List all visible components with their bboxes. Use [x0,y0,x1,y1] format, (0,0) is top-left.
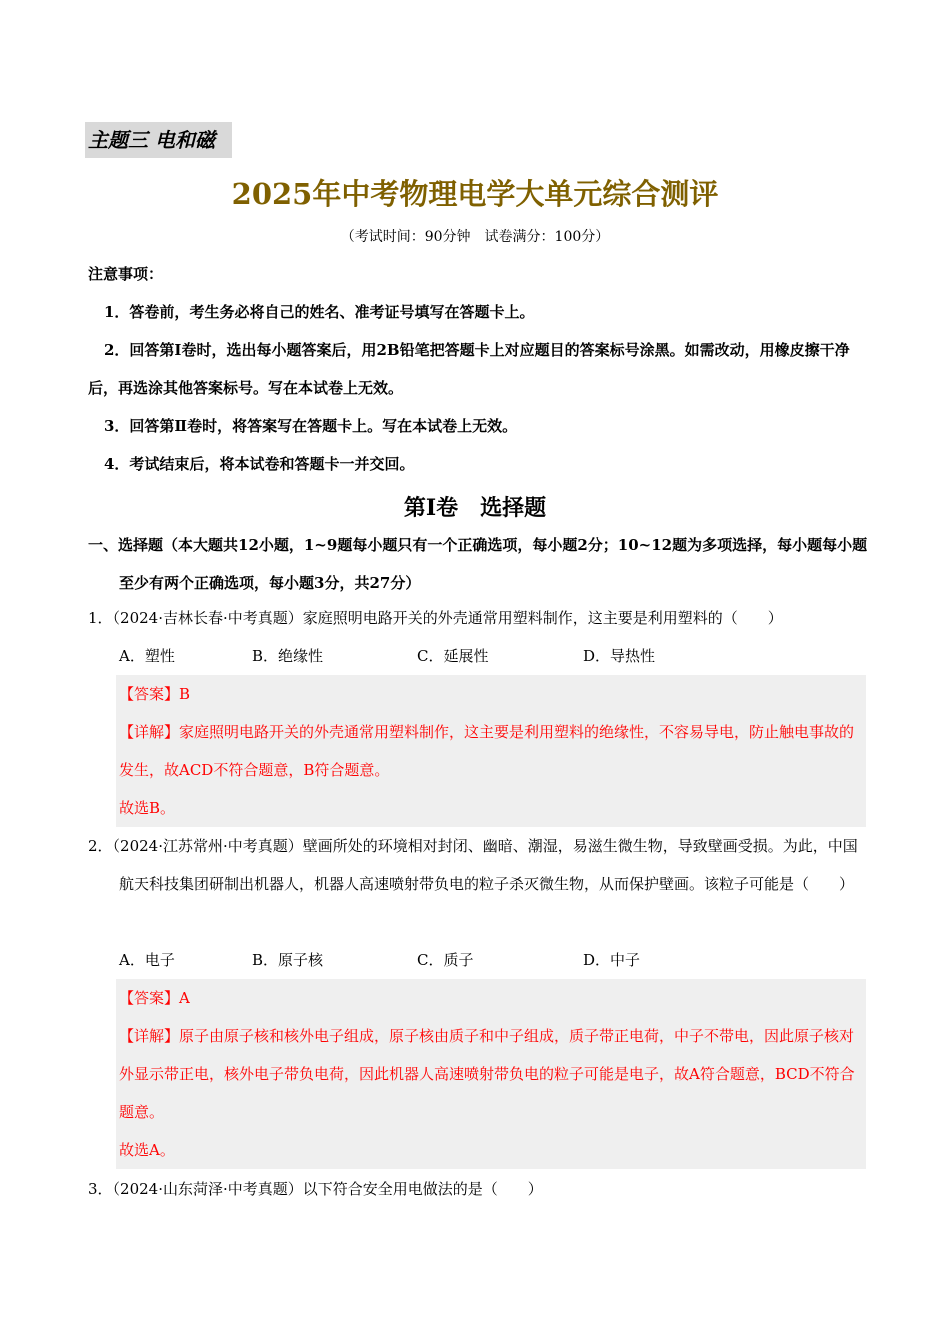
question-options [119,637,859,675]
question-stem: 1．（2024·吉林长春·中考真题）家庭照明电路开关的外壳通常用塑料制作，这主要是利用塑料的（ ） [88,609,783,627]
option-b: B．原子核 [252,951,324,969]
answer-box [116,979,866,1169]
answer-detail: 【详解】原子由原子核和核外电子组成，原子核由质子和中子组成，质子带正电荷，中子不带电，因此原子核对外显示带正电，核外电子带负电荷，因此机器人高速喷射带负电的粒子可能是电子，故A符合题意，BCD不符合题意。 [119,1027,855,1121]
section-intro: 一、选择题（本大题共12小题，1~9题每小题只有一个正确选项，每小题2分；10~12题为多项选择，每小题每小题至少有两个正确选项，每小题3分，共27分） [88,536,868,592]
note-item: 4．考试结束后，将本试卷和答题卡一并交回。 [104,455,415,473]
note-item: 1．答卷前，考生务必将自己的姓名、准考证号填写在答题卡上。 [104,303,535,321]
page-title: 2025年中考物理电学大单元综合测评 [231,177,719,211]
section-title: 第Ⅰ卷 选择题 [403,495,547,521]
note-item: 3．回答第Ⅱ卷时，将答案写在答题卡上。写在本试卷上无效。 [104,417,518,435]
option-a: A．塑性 [119,647,175,665]
exam-info: （考试时间：90分钟 试卷满分：100分） [340,229,610,245]
note-item: 2．回答第Ⅰ卷时，选出每小题答案后，用2B铅笔把答题卡上对应题目的答案标号涂黑。如需改动，用橡皮擦干净后，再选涂其他答案标号。写在本试卷上无效。 [88,341,850,397]
answer-conclusion: 故选B。 [119,799,176,817]
option-d: D．中子 [583,951,641,969]
answer-label: 【答案】B [119,685,191,703]
notes-title: 注意事项： [88,265,164,283]
option-c: C．延展性 [417,647,489,665]
question-options [119,941,859,979]
topic-label: 主题三 电和磁 [85,122,232,158]
answer-box [116,675,866,827]
answer-label: 【答案】A [119,989,190,1007]
answer-conclusion: 故选A。 [119,1141,175,1159]
question-stem: 3．（2024·山东菏泽·中考真题）以下符合安全用电做法的是（ ） [88,1180,543,1198]
option-a: A．电子 [119,951,175,969]
option-d: D．导热性 [583,647,656,665]
answer-detail: 【详解】家庭照明电路开关的外壳通常用塑料制作，这主要是利用塑料的绝缘性，不容易导电，防止触电事故的发生，故ACD不符合题意，B符合题意。 [119,723,855,779]
option-c: C．质子 [417,951,474,969]
option-b: B．绝缘性 [252,647,324,665]
question-stem: 2．（2024·江苏常州·中考真题）壁画所处的环境相对封闭、幽暗、潮湿，易滋生微生物，导致壁画受损。为此，中国航天科技集团研制出机器人，机器人高速喷射带负电的粒子杀灭微生物，从而保护壁画。该粒子可能是（ ） [88,837,858,893]
